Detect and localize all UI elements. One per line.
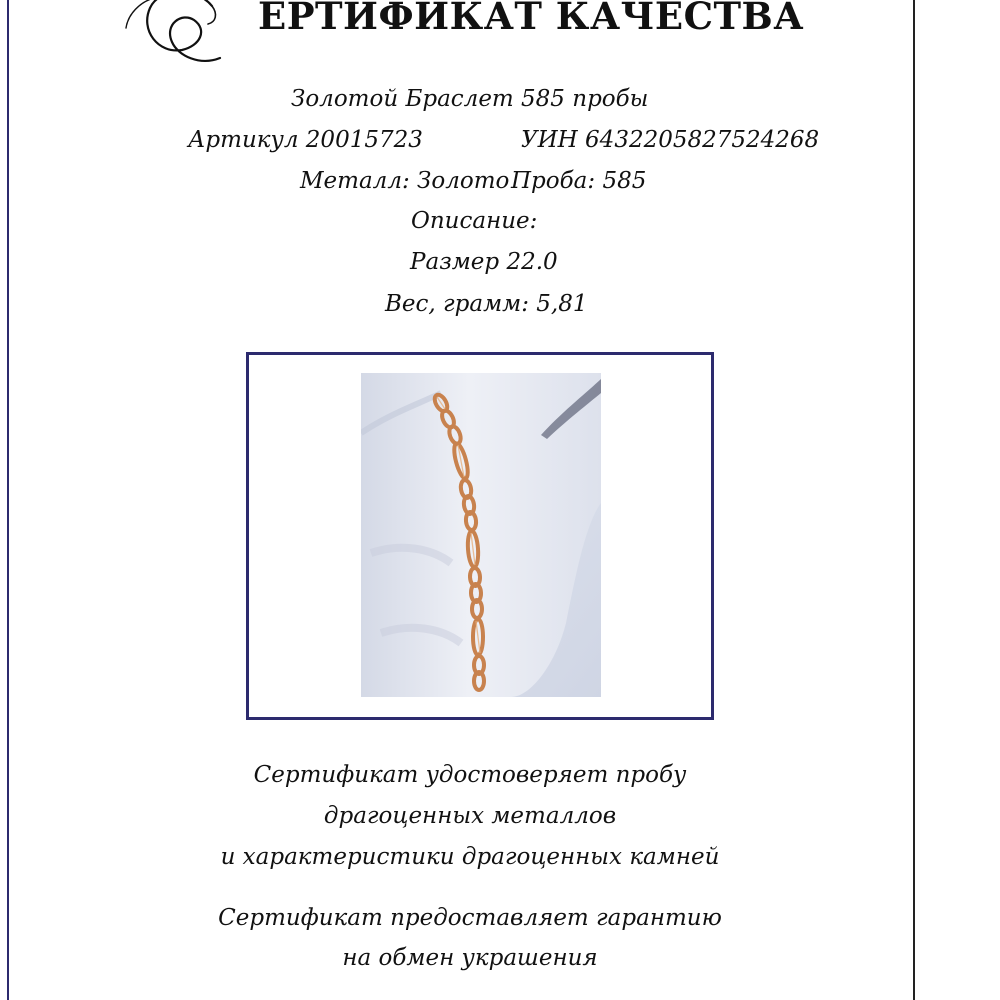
statement-2-line-2: на обмен украшения xyxy=(342,945,598,971)
weight-field: Вес, грамм: 5,81 xyxy=(385,291,588,317)
photo-frame xyxy=(246,352,714,720)
monogram-flourish-icon xyxy=(120,0,250,74)
gold-figaro-bracelet-photo xyxy=(361,373,601,697)
statement-1-line-3: и характеристики драгоценных камней xyxy=(220,844,720,870)
metal-field: Металл: Золото xyxy=(300,168,510,194)
product-name: Золотой Браслет 585 пробы xyxy=(291,86,649,112)
certificate-title: ЕРТИФИКАТ КАЧЕСТВА xyxy=(258,0,804,38)
statement-1-line-1: Сертификат удостоверяет пробу xyxy=(253,762,687,788)
description-label: Описание: xyxy=(411,208,538,234)
statement-1-line-2: драгоценных металлов xyxy=(323,803,617,829)
size-field: Размер 22.0 xyxy=(410,249,558,275)
article-number: Артикул 20015723 xyxy=(188,127,423,153)
uin-number: УИН 6432205827524268 xyxy=(521,127,820,153)
statement-2-line-1: Сертификат предоставляет гарантию xyxy=(218,905,722,931)
assay-field: Проба: 585 xyxy=(511,168,647,194)
